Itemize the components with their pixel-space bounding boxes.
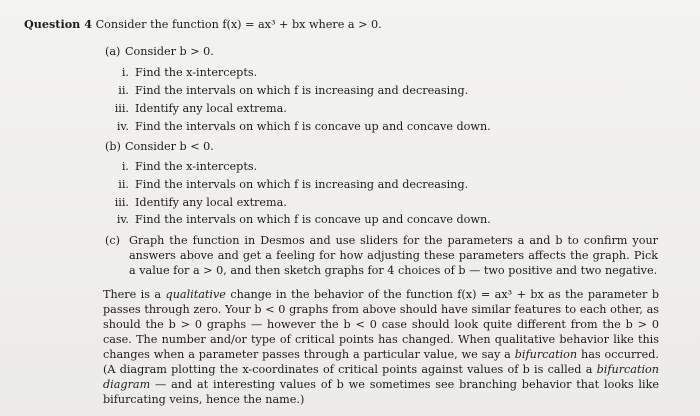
part-c-text: Graph the function in Desmos and use sliders for the parameters a and b to confirm your answers above and get a feeling for how adjusting these parameters affects the graph. Pick a value for a > 0, and then sketch graphs for 4 choices of b — two positive and two negative.: [129, 234, 658, 277]
paragraph-emphasis-qualitative: qualitative: [165, 288, 226, 301]
part-b-text: Consider b < 0.: [125, 140, 214, 153]
item-text: Find the intervals on which f is concave up and concave down.: [135, 120, 491, 133]
part-a-item-2: [101, 83, 468, 98]
part-a-item-1: [101, 65, 257, 80]
part-a-item-3: [101, 101, 287, 116]
part-b-item-2: [101, 177, 468, 192]
part-a-text: Consider b > 0.: [125, 45, 214, 58]
part-b-item-1: [101, 159, 257, 174]
item-number: iii.: [114, 102, 129, 115]
part-c-label: (c): [105, 234, 120, 247]
item-number: iv.: [116, 120, 129, 133]
part-a-item-4: [101, 119, 491, 134]
item-number: iv.: [116, 213, 129, 226]
part-b-label: (b): [105, 140, 121, 153]
item-text: Identify any local extrema.: [135, 102, 287, 115]
paragraph-text-2: change in the behavior of the function f(x) = ax³ + bx as the parameter b passes through zero. Your b < 0 graphs from above should have similar features to each other, as should the b > 0 graphs — however the b < 0 case should look quite different from the b > 0 case. The number and/or type of critical points has changed. When qualitative behavior like this changes when a parameter passes through a particular value, we say a: [103, 288, 659, 361]
question-prompt: Consider the function f(x) = ax³ + bx where a > 0.: [95, 18, 382, 31]
item-text: Find the intervals on which f is increasing and decreasing.: [135, 178, 469, 191]
paragraph-text-1: There is a: [103, 288, 166, 301]
part-a-label: (a): [105, 45, 121, 58]
item-text: Find the x-intercepts.: [135, 66, 258, 79]
item-number: i.: [121, 160, 129, 173]
question-header: [24, 17, 382, 32]
paragraph-text-3: has occurred. (A diagram plotting the x-coordinates of critical points against values of b is called a: [103, 348, 659, 376]
paragraph-emphasis-bifurcation-diagram: bifurcation diagram: [103, 363, 659, 391]
paragraph-emphasis-bifurcation: bifurcation: [514, 348, 578, 361]
item-number: ii.: [118, 178, 129, 191]
paragraph-text-4: — and at interesting values of b we sometimes see branching behavior that looks like bifurcating veins, hence the name.): [103, 378, 659, 406]
part-b-item-3: [101, 195, 287, 210]
item-number: ii.: [118, 84, 129, 97]
question-label: Question 4: [24, 17, 92, 31]
item-text: Find the intervals on which f is increasing and decreasing.: [135, 84, 469, 97]
item-number: iii.: [114, 196, 129, 209]
item-text: Find the x-intercepts.: [135, 160, 258, 173]
part-b-item-4: [101, 212, 491, 227]
bifurcation-paragraph: [103, 287, 659, 407]
item-number: i.: [121, 66, 129, 79]
item-text: Identify any local extrema.: [135, 196, 287, 209]
item-text: Find the intervals on which f is concave up and concave down.: [135, 213, 491, 226]
